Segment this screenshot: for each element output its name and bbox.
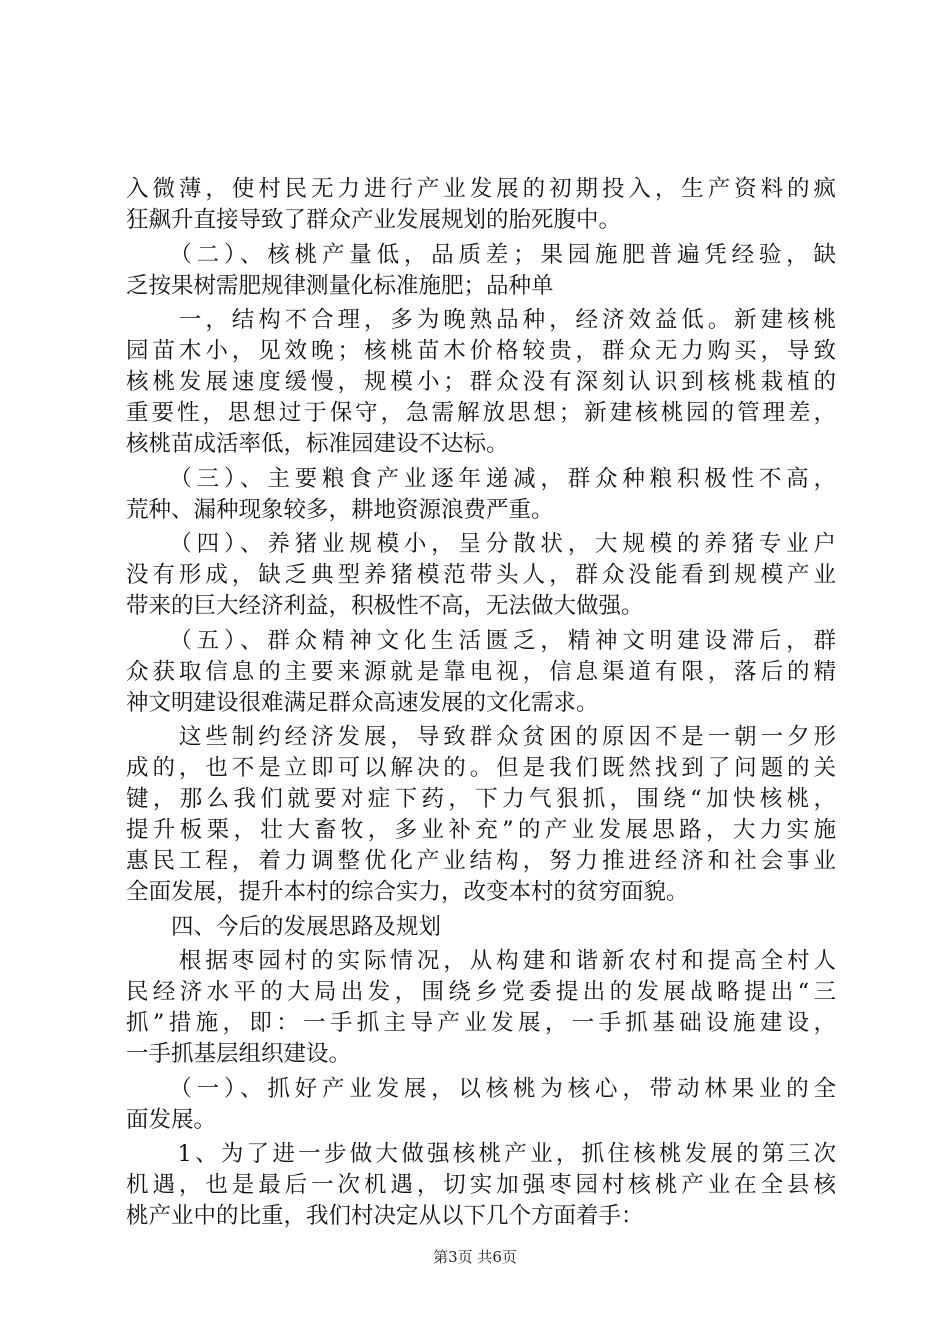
text-line: 狂飙升直接导致了群众产业发展规划的胎死腹中。 bbox=[126, 207, 622, 233]
text-line: 机遇，也是最后一次机遇，切实加强枣园村核桃产业在全县核 bbox=[126, 1172, 836, 1198]
text-line: 这些制约经济发展，导致群众贫困的原因不是一朝一夕形 bbox=[126, 724, 836, 750]
text-line: 抓”措施，即：一手抓主导产业发展，一手抓基础设施建设， bbox=[126, 1010, 836, 1036]
page-number-label: 第3页 共6页 bbox=[433, 1248, 517, 1266]
text-line: （一）、抓好产业发展，以核桃为核心，带动林果业的全 bbox=[126, 1075, 836, 1102]
text-line: 带来的巨大经济利益，积极性不高，无法做大做强。 bbox=[126, 593, 644, 619]
text-line: 入微薄，使村民无力进行产业发展的初期投入，生产资料的疯 bbox=[126, 176, 836, 202]
text-line: 核桃苗成活率低，标准园建设不达标。 bbox=[126, 431, 509, 457]
text-line: （五）、群众精神文化生活匮乏，精神文明建设滞后，群 bbox=[126, 627, 836, 654]
text-line: 一，结构不合理，多为晚熟品种，经济效益低。新建核桃 bbox=[126, 307, 836, 333]
text-line: （二）、核桃产量低，品质差；果园施肥普遍凭经验，缺 bbox=[126, 241, 836, 268]
text-line: 全面发展，提升本村的综合实力，改变本村的贫穷面貌。 bbox=[126, 879, 689, 905]
text-line: 园苗木小，见效晚；核桃苗木价格较贵，群众无力购买，导致 bbox=[126, 338, 836, 364]
document-body bbox=[126, 174, 836, 1232]
text-line: 没有形成，缺乏典型养猪模范带头人，群众没能看到规模产业 bbox=[126, 562, 836, 588]
text-line: 根据枣园村的实际情况，从构建和谐新农村和提高全村人 bbox=[126, 948, 836, 974]
text-line: 桃产业中的比重，我们村决定从以下几个方面着手： bbox=[126, 1203, 644, 1229]
text-line: 神文明建设很难满足群众高速发展的文化需求。 bbox=[126, 689, 599, 716]
text-line: 核桃发展速度缓慢，规模小；群众没有深刻认识到核桃栽植的 bbox=[126, 369, 836, 395]
text-line: 键，那么我们就要对症下药，下力气狠抓，围绕“加快核桃， bbox=[126, 786, 836, 812]
text-line: 众获取信息的主要来源就是靠电视，信息渠道有限，落后的精 bbox=[126, 658, 836, 685]
text-line: 1、为了进一步做大做强核桃产业，抓住核桃发展的第三次 bbox=[126, 1141, 836, 1167]
text-line: 重要性，思想过于保守，急需解放思想；新建核桃园的管理差， bbox=[126, 400, 836, 426]
text-line: （四）、养猪业规模小，呈分散状，大规模的养猪专业户 bbox=[126, 531, 836, 557]
text-line: 民经济水平的大局出发，围绕乡党委提出的发展战略提出“三 bbox=[126, 979, 836, 1005]
text-line: 乏按果树需肥规律测量化标准施肥；品种单 bbox=[126, 272, 554, 299]
text-line: 成的，也不是立即可以解决的。但是我们既然找到了问题的关 bbox=[126, 755, 836, 781]
text-line: 面发展。 bbox=[126, 1106, 217, 1133]
text-line: 提升板栗，壮大畜牧，多业补充”的产业发展思路，大力实施 bbox=[126, 817, 836, 843]
text-line: （三）、主要粮食产业逐年递减，群众种粮积极性不高， bbox=[126, 465, 836, 492]
text-line: 一手抓基层组织建设。 bbox=[126, 1041, 352, 1067]
text-line: 惠民工程，着力调整优化产业结构，努力推进经济和社会事业 bbox=[126, 848, 836, 874]
text-line: 荒种、漏种现象较多，耕地资源浪费严重。 bbox=[126, 496, 554, 523]
page-footer bbox=[0, 1247, 950, 1267]
section-heading: 四、今后的发展思路及规划 bbox=[126, 913, 442, 940]
